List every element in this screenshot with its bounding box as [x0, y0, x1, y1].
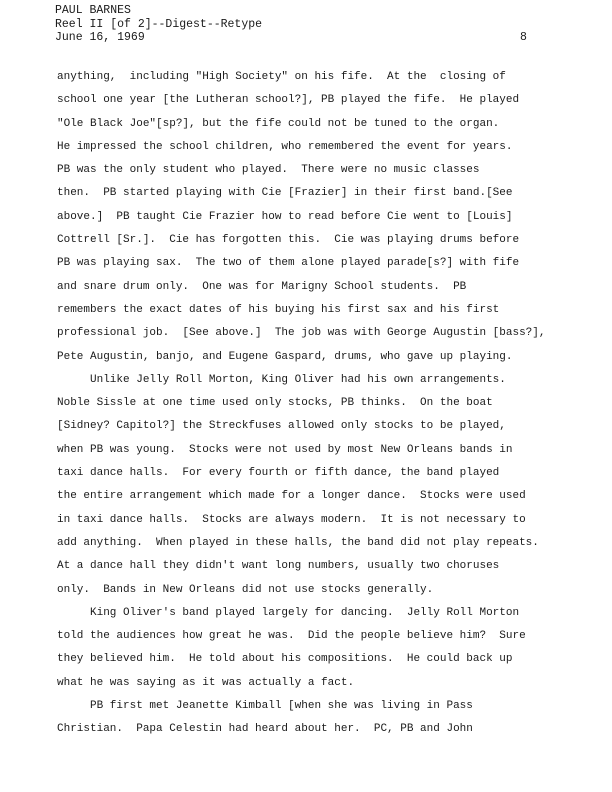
text-line: Noble Sissle at one time used only stocks, PB thinks. On the boat	[57, 397, 493, 410]
text-line: "Ole Black Joe"[sp?], but the fife could not be tuned to the organ.	[57, 117, 500, 130]
text-line: told the audiences how great he was. Did the people believe him? Sure	[57, 630, 526, 643]
header-name: PAUL BARNES	[55, 4, 131, 17]
text-line: then. PB started playing with Cie [Frazier] in their first band.[See	[57, 187, 513, 200]
text-line: anything, including "High Society" on his fife. At the closing of	[57, 71, 506, 83]
text-line: they believed him. He told about his compositions. He could back up	[57, 653, 513, 666]
text-line: Unlike Jelly Roll Morton, King Oliver had his own arrangements.	[57, 373, 506, 386]
text-line: only. Bands in New Orleans did not use stocks generally.	[57, 583, 434, 596]
text-line: PB first met Jeanette Kimball [when she was living in Pass	[57, 700, 473, 713]
header-reel: Reel II [of 2]--Digest--Retype	[55, 17, 263, 31]
header-date: June 16, 1969	[55, 31, 145, 44]
text-line: professional job. [See above.] The job was with George Augustin [bass?],	[57, 327, 546, 340]
text-line: Pete Augustin, banjo, and Eugene Gaspard, drums, who gave up playing.	[57, 350, 513, 363]
text-line: taxi dance halls. For every fourth or fifth dance, the band played	[57, 467, 500, 480]
text-line: what he was saying as it was actually a fact.	[57, 676, 355, 689]
text-line: At a dance hall they didn't want long numbers, usually two choruses	[57, 560, 500, 573]
text-line: remembers the exact dates of his buying his first sax and his first	[57, 303, 500, 316]
document-header	[55, 4, 262, 45]
text-line: Christian. Papa Celestin had heard about her. PC, PB and John	[57, 723, 473, 736]
text-line: when PB was young. Stocks were not used by most New Orleans bands in	[57, 443, 513, 456]
text-line: PB was playing sax. The two of them alone played parade[s?] with fife	[57, 257, 520, 270]
text-line: He impressed the school children, who remembered the event for years.	[57, 140, 513, 153]
text-line: school one year [the Lutheran school?], PB played the fife. He played	[57, 94, 520, 107]
text-line: [Sidney? Capitol?] the Streckfuses allowed only stocks to be played,	[57, 420, 506, 433]
text-line: in taxi dance halls. Stocks are always modern. It is not necessary to	[57, 513, 526, 526]
body-text	[57, 66, 587, 742]
text-line: Cottrell [Sr.]. Cie has forgotten this. Cie was playing drums before	[57, 234, 520, 247]
text-line: and snare drum only. One was for Marigny School students. PB	[57, 280, 467, 293]
text-line: PB was the only student who played. There were no music classes	[57, 164, 480, 177]
text-line: add anything. When played in these halls, the band did not play repeats.	[57, 536, 539, 549]
text-line: the entire arrangement which made for a longer dance. Stocks were used	[57, 490, 526, 503]
text-line: above.] PB taught Cie Frazier how to read before Cie went to [Louis]	[57, 210, 513, 223]
text-line: King Oliver's band played largely for dancing. Jelly Roll Morton	[57, 606, 520, 619]
page-number: 8	[520, 31, 527, 44]
